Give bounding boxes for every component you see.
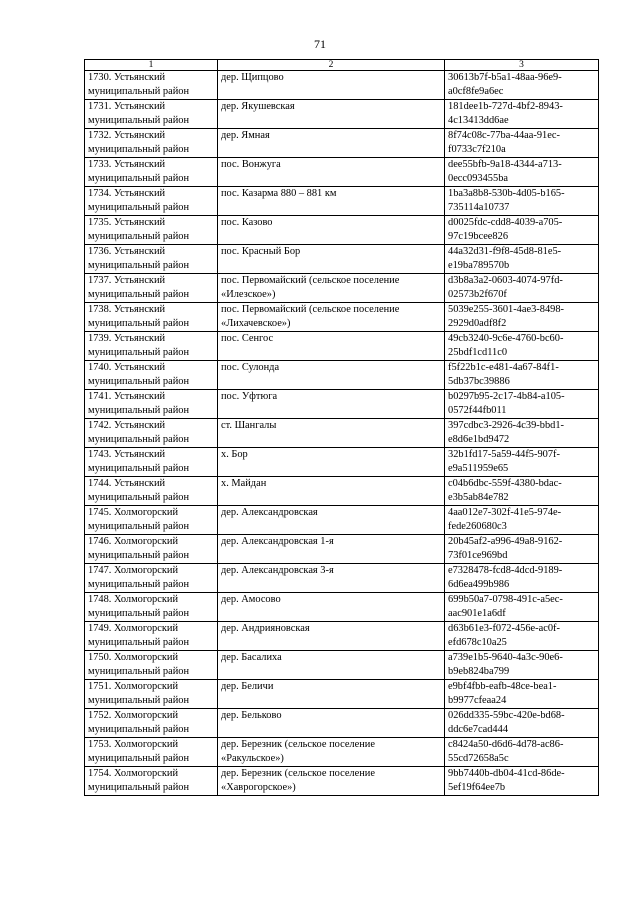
code-cell-text: d63b61e3-f072-456e-ac0f- efd678c10a25 xyxy=(448,623,560,648)
locality-cell-text: пос. Первомайский (сельское поселение «Илезское») xyxy=(221,275,400,300)
table-row xyxy=(85,709,599,738)
locality-cell-text: дер. Александровская 3-я xyxy=(221,565,334,576)
code-cell xyxy=(445,506,599,535)
locality-cell-text: пос. Сенгос xyxy=(221,333,274,344)
locality-cell-text: х. Майдан xyxy=(221,478,267,489)
locality-cell xyxy=(218,535,445,564)
code-cell xyxy=(445,419,599,448)
code-cell-text: 699b50a7-0798-491c-a5ec- aac901e1a6df xyxy=(448,594,563,619)
locality-cell xyxy=(218,593,445,622)
locality-cell xyxy=(218,71,445,100)
table-row xyxy=(85,216,599,245)
table-row xyxy=(85,651,599,680)
table-row xyxy=(85,100,599,129)
locality-cell xyxy=(218,332,445,361)
table-row xyxy=(85,274,599,303)
district-cell-text: 1739. Устьянский муниципальный район xyxy=(88,333,190,358)
district-cell-text: 1754. Холмогорский муниципальный район xyxy=(88,768,190,793)
code-cell xyxy=(445,651,599,680)
locality-cell xyxy=(218,767,445,796)
code-cell-text: d0025fdc-cdd8-4039-a705- 97c19bcee826 xyxy=(448,217,563,242)
code-cell-text: d3b8a3a2-0603-4074-97fd- 02573b2f670f xyxy=(448,275,563,300)
code-cell xyxy=(445,622,599,651)
district-cell xyxy=(85,245,218,274)
district-cell xyxy=(85,622,218,651)
district-cell-text: 1736. Устьянский муниципальный район xyxy=(88,246,190,271)
district-cell xyxy=(85,767,218,796)
locality-cell-text: дер. Щипцово xyxy=(221,72,284,83)
table-row xyxy=(85,332,599,361)
table-row xyxy=(85,738,599,767)
table-row xyxy=(85,419,599,448)
code-cell xyxy=(445,187,599,216)
district-cell xyxy=(85,680,218,709)
locality-cell-text: дер. Ямная xyxy=(221,130,270,141)
district-cell xyxy=(85,216,218,245)
district-cell-text: 1746. Холмогорский муниципальный район xyxy=(88,536,190,561)
district-cell-text: 1748. Холмогорский муниципальный район xyxy=(88,594,190,619)
table-row xyxy=(85,477,599,506)
locality-cell xyxy=(218,274,445,303)
code-cell-text: f5f22b1c-e481-4a67-84f1- 5db37bc39886 xyxy=(448,362,559,387)
locality-cell-text: пос. Вонжуга xyxy=(221,159,281,170)
locality-cell-text: пос. Красный Бор xyxy=(221,246,301,257)
locality-cell-text: дер. Александровская 1-я xyxy=(221,536,334,547)
code-cell xyxy=(445,564,599,593)
table-row xyxy=(85,593,599,622)
locality-cell-text: дер. Амосово xyxy=(221,594,281,605)
district-cell-text: 1751. Холмогорский муниципальный район xyxy=(88,681,190,706)
locality-cell-text: пос. Первомайский (сельское поселение «Лихачевское») xyxy=(221,304,400,329)
table-row xyxy=(85,622,599,651)
code-cell xyxy=(445,767,599,796)
table-row xyxy=(85,361,599,390)
code-cell xyxy=(445,71,599,100)
district-cell-text: 1750. Холмогорский муниципальный район xyxy=(88,652,190,677)
district-cell-text: 1731. Устьянский муниципальный район xyxy=(88,101,190,126)
district-cell xyxy=(85,390,218,419)
table-row xyxy=(85,245,599,274)
table-row xyxy=(85,390,599,419)
table-row xyxy=(85,535,599,564)
code-cell-text: 20b45af2-a996-49a8-9162- 73f01ce969bd xyxy=(448,536,563,561)
locality-cell xyxy=(218,506,445,535)
district-cell xyxy=(85,506,218,535)
locality-cell-text: дер. Якушевская xyxy=(221,101,295,112)
district-cell-text: 1730. Устьянский муниципальный район xyxy=(88,72,190,97)
locality-cell xyxy=(218,361,445,390)
district-cell xyxy=(85,129,218,158)
code-cell-text: b0297b95-2c17-4b84-a105- 0572f44fb011 xyxy=(448,391,565,416)
district-cell-text: 1732. Устьянский муниципальный район xyxy=(88,130,190,155)
district-cell-text: 1743. Устьянский муниципальный район xyxy=(88,449,190,474)
column-header-2: 2 xyxy=(218,60,445,71)
code-cell-text: a739e1b5-9640-4a3c-90e6- b9eb824ba799 xyxy=(448,652,563,677)
district-cell xyxy=(85,419,218,448)
locality-cell xyxy=(218,419,445,448)
code-cell xyxy=(445,129,599,158)
locality-cell xyxy=(218,651,445,680)
table-row xyxy=(85,767,599,796)
locality-cell xyxy=(218,448,445,477)
locality-cell-text: дер. Беличи xyxy=(221,681,274,692)
locality-cell xyxy=(218,100,445,129)
locality-cell xyxy=(218,390,445,419)
locality-cell xyxy=(218,129,445,158)
district-cell xyxy=(85,158,218,187)
column-header-3: 3 xyxy=(445,60,599,71)
code-cell-text: dee55bfb-9a18-4344-a713- 0ecc093455ba xyxy=(448,159,562,184)
code-cell xyxy=(445,477,599,506)
district-cell-text: 1741. Устьянский муниципальный район xyxy=(88,391,190,416)
district-cell xyxy=(85,738,218,767)
district-cell xyxy=(85,71,218,100)
district-cell xyxy=(85,274,218,303)
district-cell xyxy=(85,564,218,593)
table-row xyxy=(85,680,599,709)
locality-cell xyxy=(218,216,445,245)
code-cell xyxy=(445,593,599,622)
locality-cell xyxy=(218,564,445,593)
district-cell xyxy=(85,187,218,216)
locality-cell-text: х. Бор xyxy=(221,449,248,460)
code-cell xyxy=(445,216,599,245)
code-cell xyxy=(445,535,599,564)
code-cell-text: 30613b7f-b5a1-48aa-96e9- a0cf8fe9a6ec xyxy=(448,72,562,97)
code-cell-text: 4aa012e7-302f-41e5-974e- fede260680c3 xyxy=(448,507,562,532)
table-row xyxy=(85,158,599,187)
column-header-1: 1 xyxy=(85,60,218,71)
code-cell xyxy=(445,303,599,332)
code-cell xyxy=(445,709,599,738)
district-cell xyxy=(85,535,218,564)
district-cell-text: 1738. Устьянский муниципальный район xyxy=(88,304,190,329)
table-row xyxy=(85,71,599,100)
code-cell-text: c8424a50-d6d6-4d78-ac86- 55cd72658a5c xyxy=(448,739,564,764)
table-row xyxy=(85,187,599,216)
district-cell xyxy=(85,477,218,506)
district-cell-text: 1749. Холмогорский муниципальный район xyxy=(88,623,190,648)
code-cell-text: 44a32d31-f9f8-45d8-81e5- e19ba789570b xyxy=(448,246,562,271)
table-row xyxy=(85,564,599,593)
locality-cell-text: ст. Шангалы xyxy=(221,420,277,431)
code-cell xyxy=(445,390,599,419)
code-cell xyxy=(445,332,599,361)
locality-cell-text: дер. Александровская xyxy=(221,507,318,518)
district-cell-text: 1733. Устьянский муниципальный район xyxy=(88,159,190,184)
code-cell xyxy=(445,100,599,129)
locality-cell-text: пос. Казарма 880 – 881 км xyxy=(221,188,337,199)
code-cell-text: e7328478-fcd8-4dcd-9189- 6d6ea499b986 xyxy=(448,565,563,590)
district-cell-text: 1742. Устьянский муниципальный район xyxy=(88,420,190,445)
locality-cell xyxy=(218,303,445,332)
table-row xyxy=(85,448,599,477)
locality-cell-text: дер. Березник (сельское поселение «Ракульское») xyxy=(221,739,375,764)
district-cell-text: 1745. Холмогорский муниципальный район xyxy=(88,507,190,532)
locality-cell-text: пос. Сулонда xyxy=(221,362,280,373)
table-row xyxy=(85,506,599,535)
district-cell-text: 1737. Устьянский муниципальный район xyxy=(88,275,190,300)
district-cell xyxy=(85,448,218,477)
locality-cell-text: дер. Бельково xyxy=(221,710,282,721)
table-header-row xyxy=(85,60,599,71)
locality-cell-text: дер. Басалиха xyxy=(221,652,282,663)
page-number: 71 xyxy=(314,37,326,51)
code-cell xyxy=(445,245,599,274)
district-cell xyxy=(85,332,218,361)
district-cell xyxy=(85,709,218,738)
code-cell-text: 026dd335-59bc-420e-bd68- ddc6e7cad444 xyxy=(448,710,565,735)
district-cell-text: 1735. Устьянский муниципальный район xyxy=(88,217,190,242)
locality-cell-text: пос. Казово xyxy=(221,217,273,228)
locality-cell xyxy=(218,622,445,651)
code-cell-text: 181dee1b-727d-4bf2-8943- 4c13413dd6ae xyxy=(448,101,563,126)
code-cell xyxy=(445,274,599,303)
district-cell xyxy=(85,361,218,390)
code-cell-text: c04b6dbc-559f-4380-bdac- e3b5ab84e782 xyxy=(448,478,562,503)
code-cell-text: 397cdbc3-2926-4c39-bbd1- e8d6e1bd9472 xyxy=(448,420,564,445)
locality-cell xyxy=(218,709,445,738)
locality-cell xyxy=(218,158,445,187)
register-table xyxy=(84,59,599,796)
table-row xyxy=(85,303,599,332)
code-cell-text: e9bf4fbb-eafb-48ce-bea1- b9977cfeaa24 xyxy=(448,681,557,706)
locality-cell xyxy=(218,738,445,767)
code-cell-text: 5039e255-3601-4ae3-8498- 2929d0adf8f2 xyxy=(448,304,564,329)
code-cell-text: 32b1fd17-5a59-44f5-907f- e9a511959e65 xyxy=(448,449,560,474)
code-cell-text: 9bb7440b-db04-41cd-86de- 5ef19f64ee7b xyxy=(448,768,565,793)
district-cell xyxy=(85,303,218,332)
locality-cell-text: дер. Березник (сельское поселение «Хаврогорское») xyxy=(221,768,375,793)
district-cell-text: 1753. Холмогорский муниципальный район xyxy=(88,739,190,764)
district-cell-text: 1747. Холмогорский муниципальный район xyxy=(88,565,190,590)
district-cell xyxy=(85,651,218,680)
district-cell xyxy=(85,593,218,622)
code-cell xyxy=(445,361,599,390)
table-row xyxy=(85,129,599,158)
district-cell-text: 1740. Устьянский муниципальный район xyxy=(88,362,190,387)
district-cell-text: 1734. Устьянский муниципальный район xyxy=(88,188,190,213)
locality-cell xyxy=(218,187,445,216)
district-cell-text: 1744. Устьянский муниципальный район xyxy=(88,478,190,503)
code-cell-text: 1ba3a8b8-530b-4d05-b165- 735114a10737 xyxy=(448,188,565,213)
code-cell-text: 49cb3240-9c6e-4760-bc60- 25bdf1cd11c0 xyxy=(448,333,564,358)
locality-cell xyxy=(218,680,445,709)
locality-cell-text: дер. Андрияновская xyxy=(221,623,310,634)
code-cell xyxy=(445,158,599,187)
code-cell-text: 8f74c08c-77ba-44aa-91ec- f0733c7f210a xyxy=(448,130,560,155)
code-cell xyxy=(445,738,599,767)
locality-cell xyxy=(218,477,445,506)
locality-cell xyxy=(218,245,445,274)
code-cell xyxy=(445,680,599,709)
district-cell xyxy=(85,100,218,129)
district-cell-text: 1752. Холмогорский муниципальный район xyxy=(88,710,190,735)
locality-cell-text: пос. Уфтюга xyxy=(221,391,278,402)
code-cell xyxy=(445,448,599,477)
